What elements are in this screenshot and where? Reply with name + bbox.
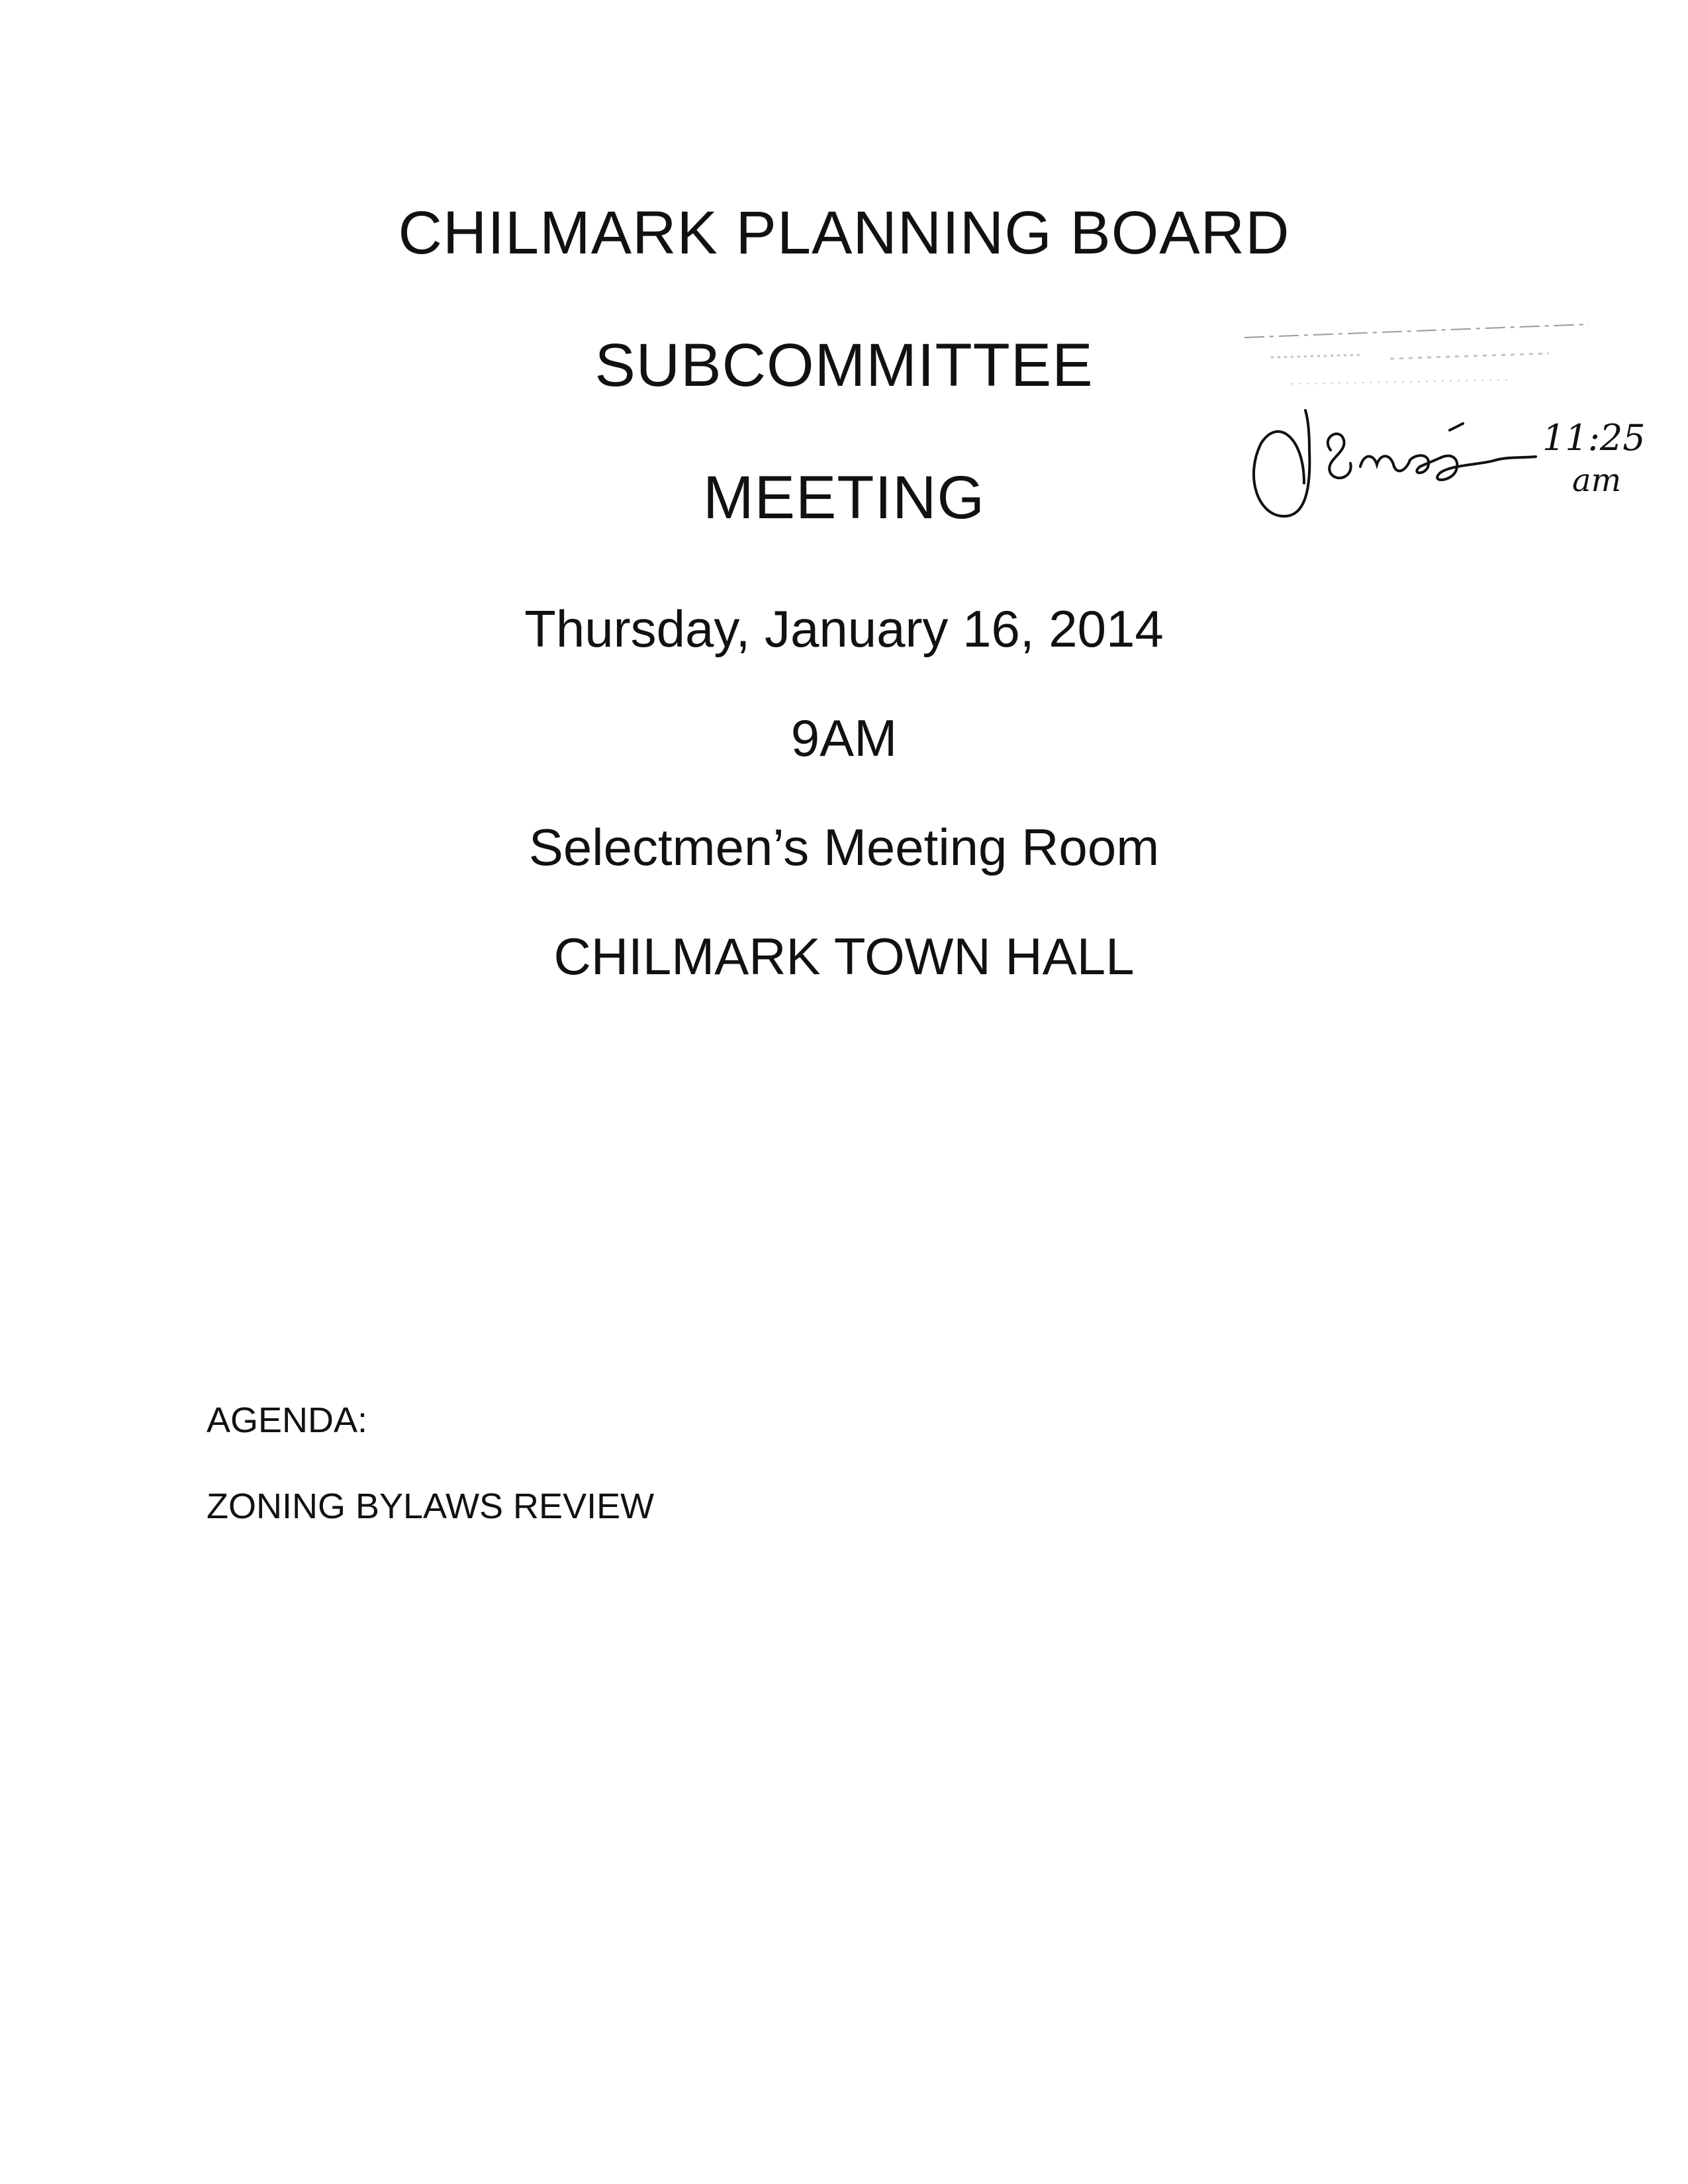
title-line-2: SUBCOMMITTEE — [594, 332, 1094, 399]
meeting-room: Selectmen’s Meeting Room — [528, 818, 1160, 876]
title-line-3: MEETING — [702, 464, 986, 531]
meeting-date: Thursday, January 16, 2014 — [524, 600, 1164, 658]
agenda-label: AGENDA: — [207, 1400, 368, 1440]
signature-time-note: 11:25 — [1542, 417, 1646, 459]
title-line-1: CHILMARK PLANNING BOARD — [398, 199, 1290, 267]
meeting-time: 9AM — [790, 709, 898, 767]
meeting-location: CHILMARK TOWN HALL — [553, 927, 1135, 985]
agenda-item: ZONING BYLAWS REVIEW — [207, 1486, 655, 1526]
handwritten-signature — [1231, 318, 1668, 596]
signature-ampm-note: am — [1572, 462, 1622, 499]
